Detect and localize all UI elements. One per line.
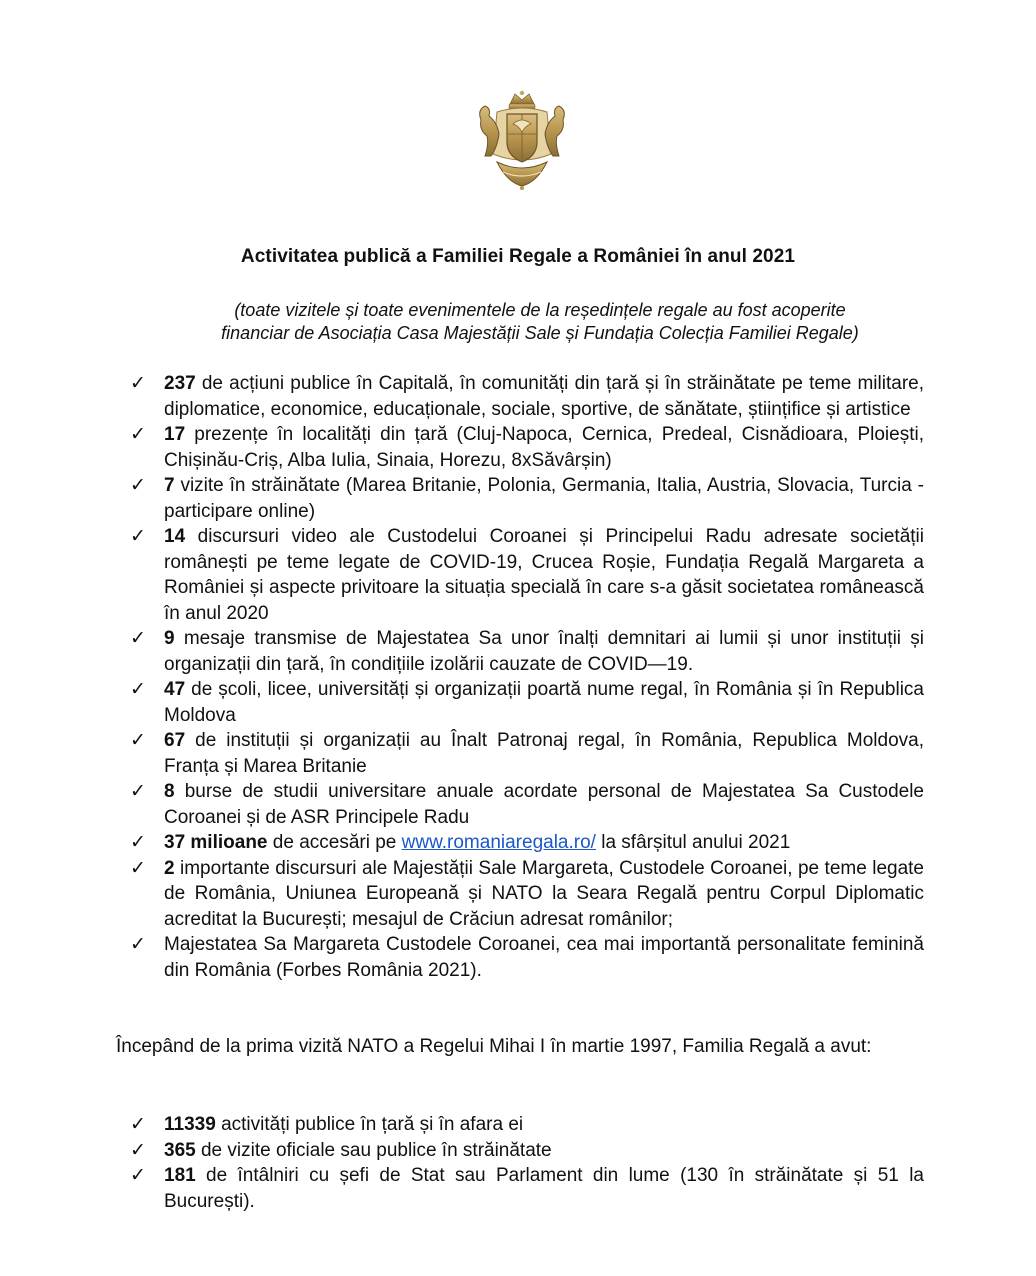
checkmark-icon: ✓ [130, 832, 146, 853]
checkmark-icon: ✓ [130, 475, 146, 496]
item-text: de întâlniri cu șefi de Stat sau Parlament din lume (130 în străinătate și 51 la București). [164, 1165, 924, 1212]
list-item [130, 830, 924, 856]
item-number: 37 milioane [164, 832, 268, 853]
item-text: vizite în străinătate (Marea Britanie, Polonia, Germania, Italia, Austria, Slovacia, Turcia - participare online) [164, 475, 924, 522]
item-text: burse de studii universitare anuale acordate personal de Majestatea Sa Custodele Coroanei și de ASR Principele Radu [164, 781, 924, 828]
list-item [130, 422, 924, 473]
checkmark-icon: ✓ [130, 1114, 146, 1135]
list-item [130, 1112, 924, 1138]
checkmark-icon: ✓ [130, 934, 146, 955]
subtitle-line-2: financiar de Asociația Casa Majestății Sale și Fundația Colecția Familiei Regale) [221, 323, 859, 343]
checkmark-icon: ✓ [130, 628, 146, 649]
item-text: de instituții și organizații au Înalt Patronaj regal, în România, Republica Moldova, Franța și Marea Britanie [164, 730, 924, 777]
item-number: 67 [164, 730, 186, 751]
item-text: la sfârșitul anului 2021 [595, 832, 791, 853]
item-text: de școli, licee, universități și organizații poartă nume regal, în România și în Republica Moldova [164, 679, 924, 726]
list-item [130, 1138, 924, 1164]
list-item [130, 371, 924, 422]
document-subtitle [180, 299, 900, 345]
checkmark-icon: ✓ [130, 679, 146, 700]
item-text: de vizite oficiale sau publice în străinătate [195, 1139, 552, 1161]
item-number: 11339 [164, 1114, 216, 1135]
item-text: activități publice în țară și în afara ei [215, 1114, 524, 1135]
list-item [130, 779, 924, 830]
document-title: Activitatea publică a Familiei Regale a României în anul 2021 [240, 246, 796, 267]
item-text: de acțiuni publice în Capitală, în comunități din țară și în străinătate pe teme militare, diplomatice, economice, educaționale, sociale, sportive, de sănătate, științifice și artistice [164, 373, 924, 420]
website-link[interactable]: www.romaniaregala.ro/ [401, 832, 596, 853]
intro-paragraph: Începând de la prima vizită NATO a Regelui Mihai I în martie 1997, Familia Regală a avut: [116, 1036, 872, 1057]
list-item [130, 677, 924, 728]
item-text: mesaje transmise de Majestatea Sa unor înalți demnitari ai lumii și unor instituții și organizații din țară, în condițiile izolării cauzate de COVID—19. [164, 628, 924, 675]
item-number: 47 [164, 679, 186, 700]
list-item [130, 932, 924, 983]
subtitle-line-1: (toate vizitele și toate evenimentele de la reședințele regale au fost acoperite [234, 300, 846, 320]
checkmark-icon: ✓ [130, 373, 146, 394]
checkmark-icon: ✓ [130, 781, 146, 802]
list-item [130, 1163, 924, 1214]
checkmark-icon: ✓ [130, 526, 146, 547]
list-item [130, 473, 924, 524]
list-item [130, 626, 924, 677]
activities-2021-list [130, 371, 924, 983]
item-number: 9 [164, 628, 175, 649]
item-text: discursuri video ale Custodelui Coroanei și Principelui Radu adresate societății românești pe teme legate de COVID-19, Crucea Roșie, Fundația Regală Margareta a României și aspecte privitoare la situația specială în care s-a găsit societatea românească în anul 2020 [164, 526, 924, 624]
checkmark-icon: ✓ [130, 730, 146, 751]
royal-coat-of-arms-icon [467, 90, 577, 192]
list-item [130, 728, 924, 779]
checkmark-icon: ✓ [130, 1165, 146, 1186]
item-number: 365 [164, 1139, 196, 1161]
checkmark-icon: ✓ [130, 424, 146, 445]
item-number: 2 [164, 857, 175, 879]
item-text-before-link: de accesări pe [267, 832, 402, 853]
item-text: importante discursuri ale Majestății Sale Margareta, Custodele Coroanei, pe teme legate de România, Uniunea Europeană și NATO la Seara Regală pentru Corpul Diplomatic acreditat la București; mesajul de Crăciun adresat românilor; [164, 857, 924, 930]
item-number: 181 [164, 1165, 196, 1186]
item-text: Majestatea Sa Margareta Custodele Coroanei, cea mai importantă personalitate feminină din România (Forbes România 2021). [164, 934, 924, 981]
item-text: prezențe în localități din țară (Cluj-Napoca, Cernica, Predeal, Cisnădioara, Ploiești, Chișinău-Criș, Alba Iulia, Sinaia, Horezu, 8xSăvârșin) [164, 424, 924, 471]
list-item [130, 856, 924, 933]
item-number: 14 [164, 526, 186, 547]
checkmark-icon: ✓ [130, 857, 146, 879]
item-number: 237 [164, 373, 196, 394]
checkmark-icon: ✓ [130, 1139, 146, 1161]
item-number: 8 [164, 781, 175, 802]
list-item [130, 524, 924, 626]
item-number: 7 [164, 475, 175, 496]
activities-since-1997-list [130, 1112, 924, 1214]
item-number: 17 [164, 424, 186, 445]
